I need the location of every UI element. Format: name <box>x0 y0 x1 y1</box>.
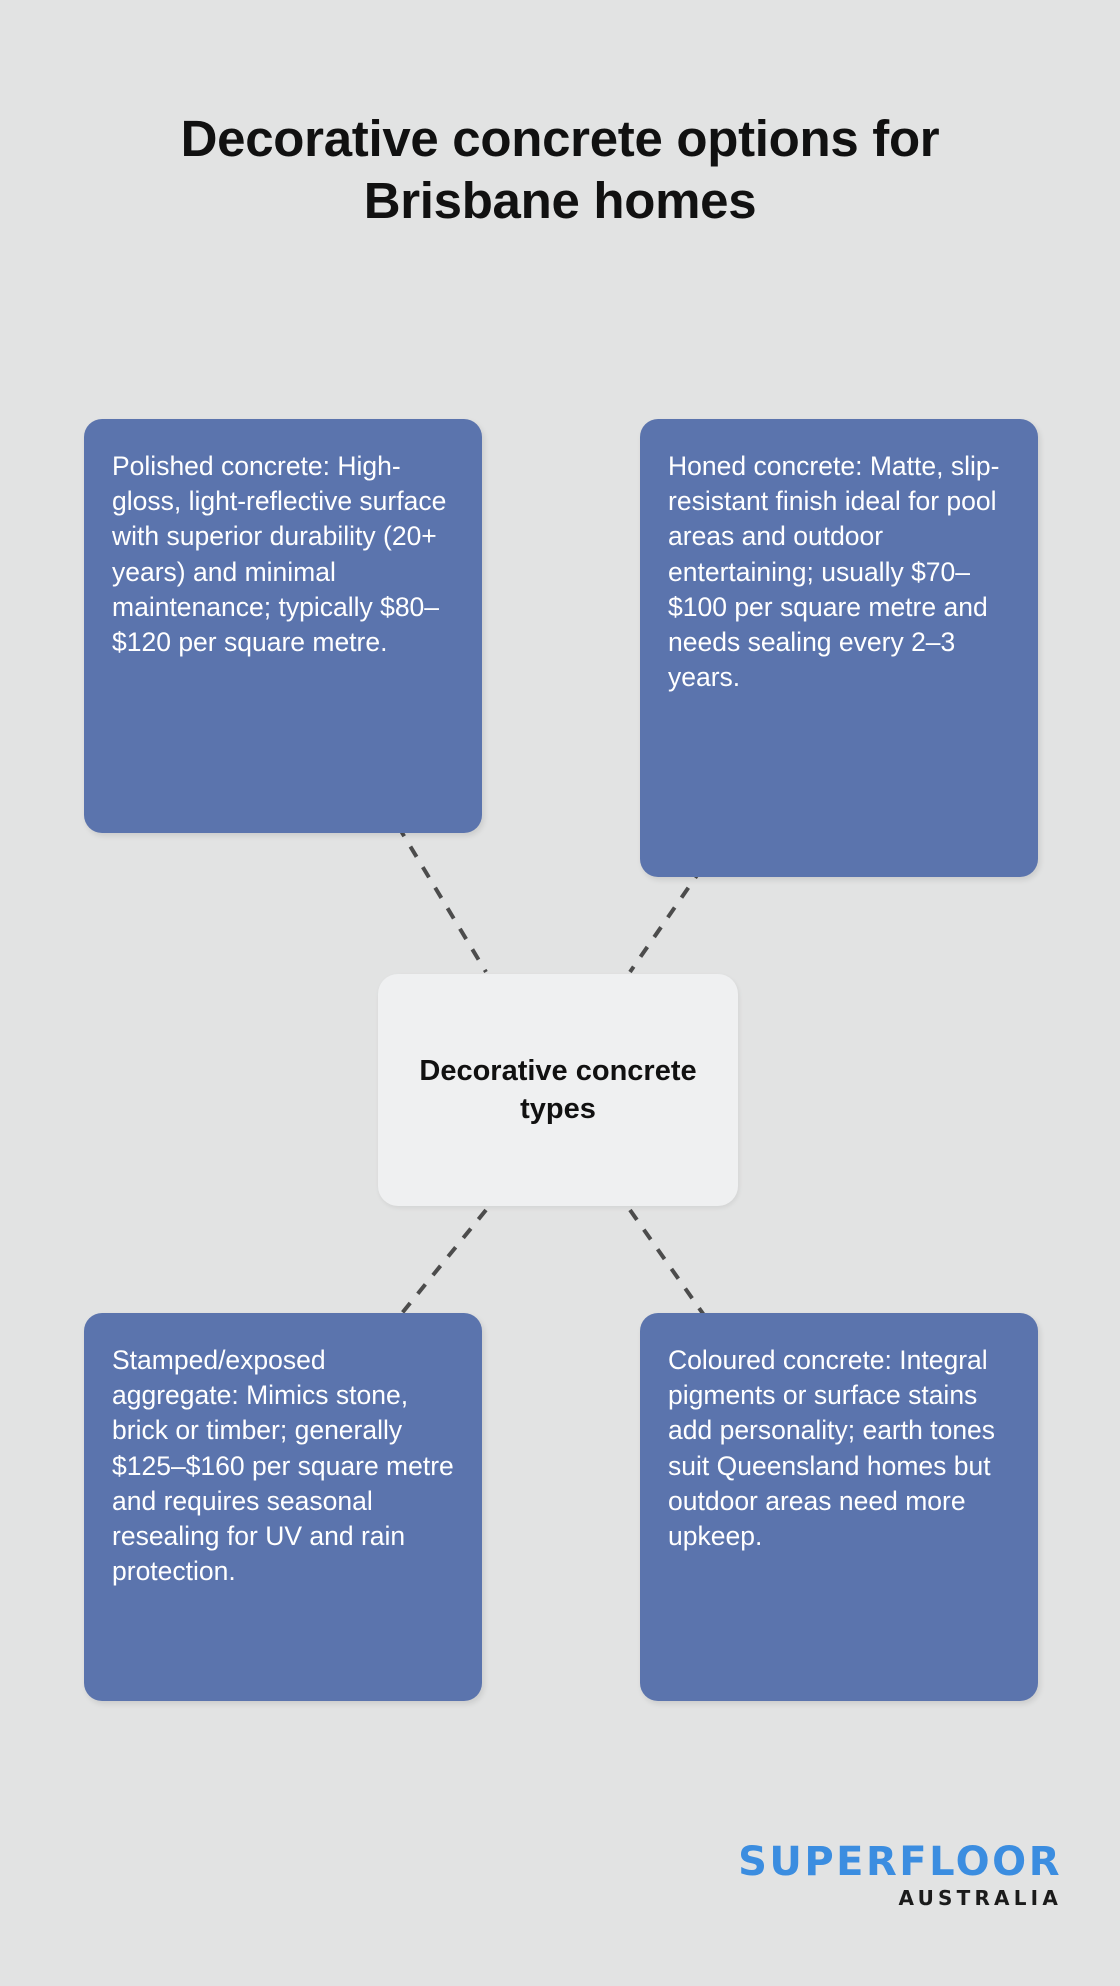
node-stamped-exposed-aggregate <box>84 1313 482 1701</box>
node-coloured-concrete <box>640 1313 1038 1701</box>
connector-bottom-right <box>630 1210 706 1318</box>
brand-logo-sub: AUSTRALIA <box>898 1886 1062 1910</box>
connector-bottom-left <box>398 1210 486 1318</box>
node-center-topic-label: Decorative concrete types <box>419 1054 697 1125</box>
page-title: Decorative concrete options for Brisbane homes <box>180 110 940 230</box>
brand-logo <box>738 1839 1062 1910</box>
node-center-topic <box>378 974 738 1206</box>
connector-top-left <box>398 826 486 972</box>
node-polished-concrete-text: Polished concrete: High-gloss, light-reflective surface with superior durability (20+ years) and minimal maintenance; typically $80–$120 per square metre. <box>112 451 447 658</box>
node-stamped-exposed-aggregate-text: Stamped/exposed aggregate: Mimics stone, brick or timber; generally $125–$160 per square metre and requires seasonal resealing for UV and rain protection. <box>112 1345 454 1587</box>
node-coloured-concrete-text: Coloured concrete: Integral pigments or surface stains add personality; earth tones suit Queensland homes but outdoor areas need more upkeep. <box>668 1345 996 1552</box>
connector-top-right <box>630 868 702 972</box>
node-honed-concrete <box>640 419 1038 877</box>
node-polished-concrete <box>84 419 482 833</box>
node-honed-concrete-text: Honed concrete: Matte, slip-resistant finish ideal for pool areas and outdoor entertaining; usually $70–$100 per square metre and needs sealing every 2–3 years. <box>668 451 1000 693</box>
brand-logo-main: SUPERFLOOR <box>738 1839 1062 1885</box>
